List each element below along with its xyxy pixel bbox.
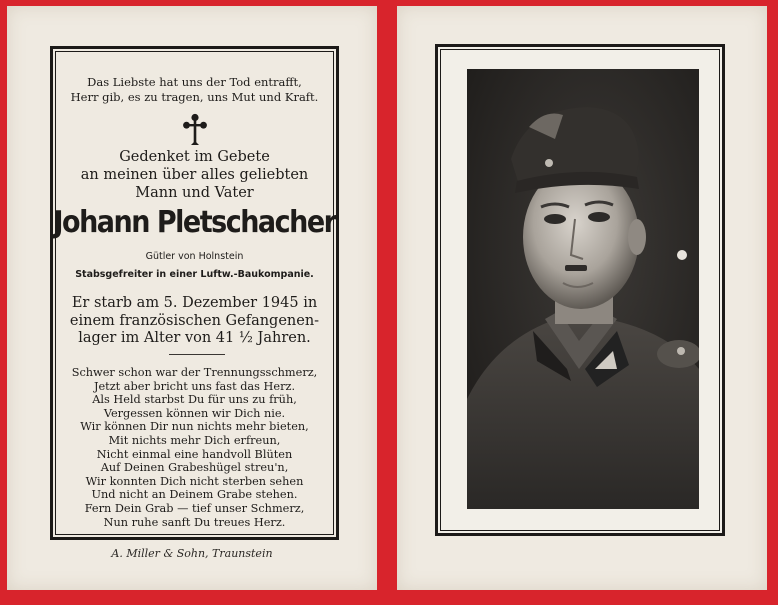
death-notice-line: Er starb am 5. Dezember 1945 in (71, 295, 318, 311)
intro-line: Gedenket im Gebete (119, 149, 270, 165)
military-rank-line: Stabsgefreiter in einer Luftw.-Baukompanie. (75, 269, 314, 280)
poem-line: Und nicht an Deinem Grabe stehen. (91, 488, 298, 502)
motto (53, 75, 336, 105)
portrait-illustration (467, 69, 699, 509)
memorial-card-photo-side (397, 6, 767, 590)
deceased-name: Johann Pletschacher (53, 205, 336, 240)
trefoil-cross-icon (53, 113, 336, 153)
poem-line: Wir können Dir nun nichts mehr bieten, (80, 420, 309, 434)
poem-line: Nicht einmal eine handvoll Blüten (96, 447, 293, 461)
soldier-portrait-photo (467, 69, 699, 509)
poem-line: Schwer schon war der Trennungsschmerz, (71, 366, 318, 379)
memorial-poem (53, 366, 336, 529)
poem-line: Als Held starbst Du für uns zu früh, (92, 393, 297, 407)
death-notice-line: lager im Alter von 41 ½ Jahren. (78, 330, 311, 346)
intro-text (53, 148, 336, 202)
poem-line: Jetzt aber bricht uns fast das Herz. (93, 379, 296, 393)
death-notice (53, 295, 336, 348)
divider (169, 354, 225, 355)
motto-line: Herr gib, es zu tragen, uns Mut und Kraft. (70, 90, 319, 104)
poem-line: Nun ruhe sanft Du treues Herz. (103, 515, 286, 529)
poem-line: Wir konnten Dich nicht sterben sehen (85, 474, 304, 488)
text-frame (50, 46, 339, 540)
motto-line: Das Liebste hat uns der Tod entrafft, (87, 75, 302, 89)
intro-line: an meinen über alles geliebten (80, 167, 309, 183)
poem-line: Vergessen können wir Dich nie. (103, 406, 286, 420)
printer-imprint: A. Miller & Sohn, Traunstein (111, 547, 273, 560)
memorial-card-text-side (7, 6, 377, 590)
death-notice-line: einem französischen Gefangenen- (69, 312, 320, 329)
trefoil-cross-icon (183, 113, 207, 147)
photo-frame (435, 44, 725, 536)
poem-line: Auf Deinen Grabeshügel streu'n, (100, 461, 289, 475)
intro-line: Mann und Vater (135, 185, 254, 201)
poem-line: Mit nichts mehr Dich erfreun, (108, 433, 281, 447)
poem-line: Fern Dein Grab — tief unser Schmerz, (84, 501, 305, 515)
occupation-line: Gütler von Holnstein (145, 251, 244, 262)
